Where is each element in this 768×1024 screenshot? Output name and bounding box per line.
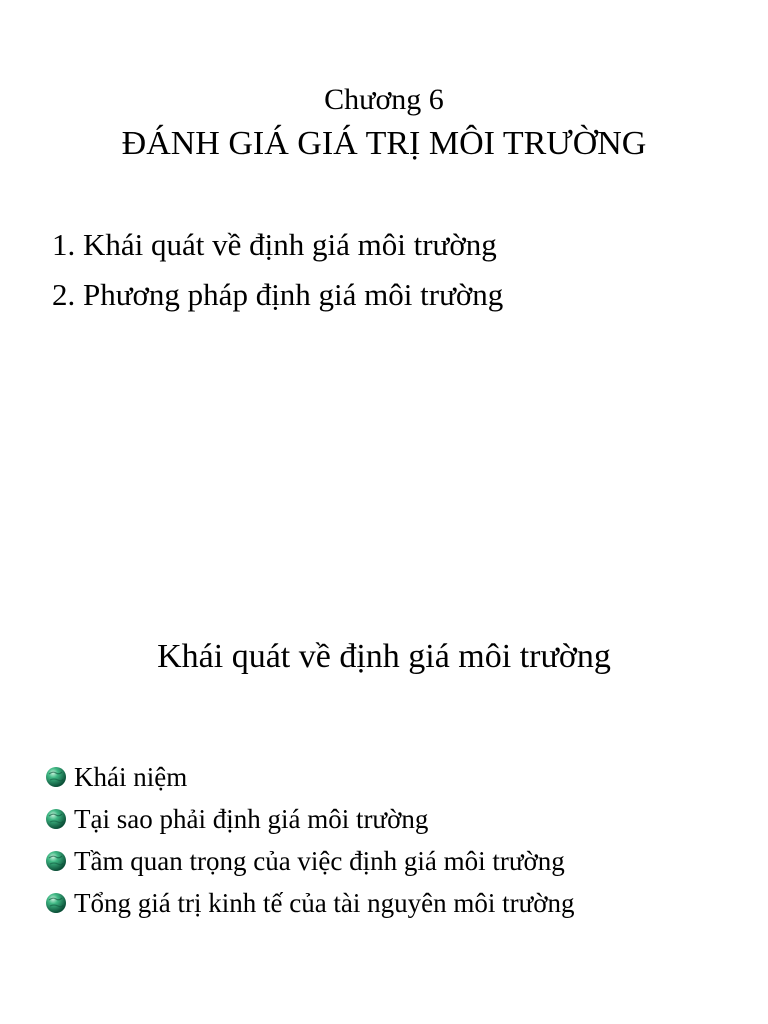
bullet-text: Tầm quan trọng của việc định giá môi trường xyxy=(74,845,565,876)
bullet-item xyxy=(44,882,575,924)
globe-bullet-icon xyxy=(44,849,68,873)
bullet-text: Khái niệm xyxy=(74,761,188,792)
bullet-text: Tại sao phải định giá môi trường xyxy=(74,803,429,834)
bullet-list xyxy=(44,756,575,924)
table-of-contents xyxy=(52,220,503,320)
chapter-label: Chương 6 xyxy=(324,83,444,116)
bullet-text: Tổng giá trị kinh tế của tài nguyên môi trường xyxy=(74,887,575,918)
chapter-title: ĐÁNH GIÁ GIÁ TRỊ MÔI TRƯỜNG xyxy=(121,125,647,162)
globe-bullet-icon xyxy=(44,891,68,915)
section-title: Khái quát về định giá môi trường xyxy=(157,638,611,675)
globe-bullet-icon xyxy=(44,765,68,789)
toc-item-1: 1. Khái quát về định giá môi trường xyxy=(52,227,497,262)
bullet-item xyxy=(44,798,575,840)
bullet-item xyxy=(44,840,575,882)
slide-overview xyxy=(0,512,768,1024)
toc-item-2: 2. Phương pháp định giá môi trường xyxy=(52,277,504,312)
bullet-item xyxy=(44,756,575,798)
globe-bullet-icon xyxy=(44,807,68,831)
